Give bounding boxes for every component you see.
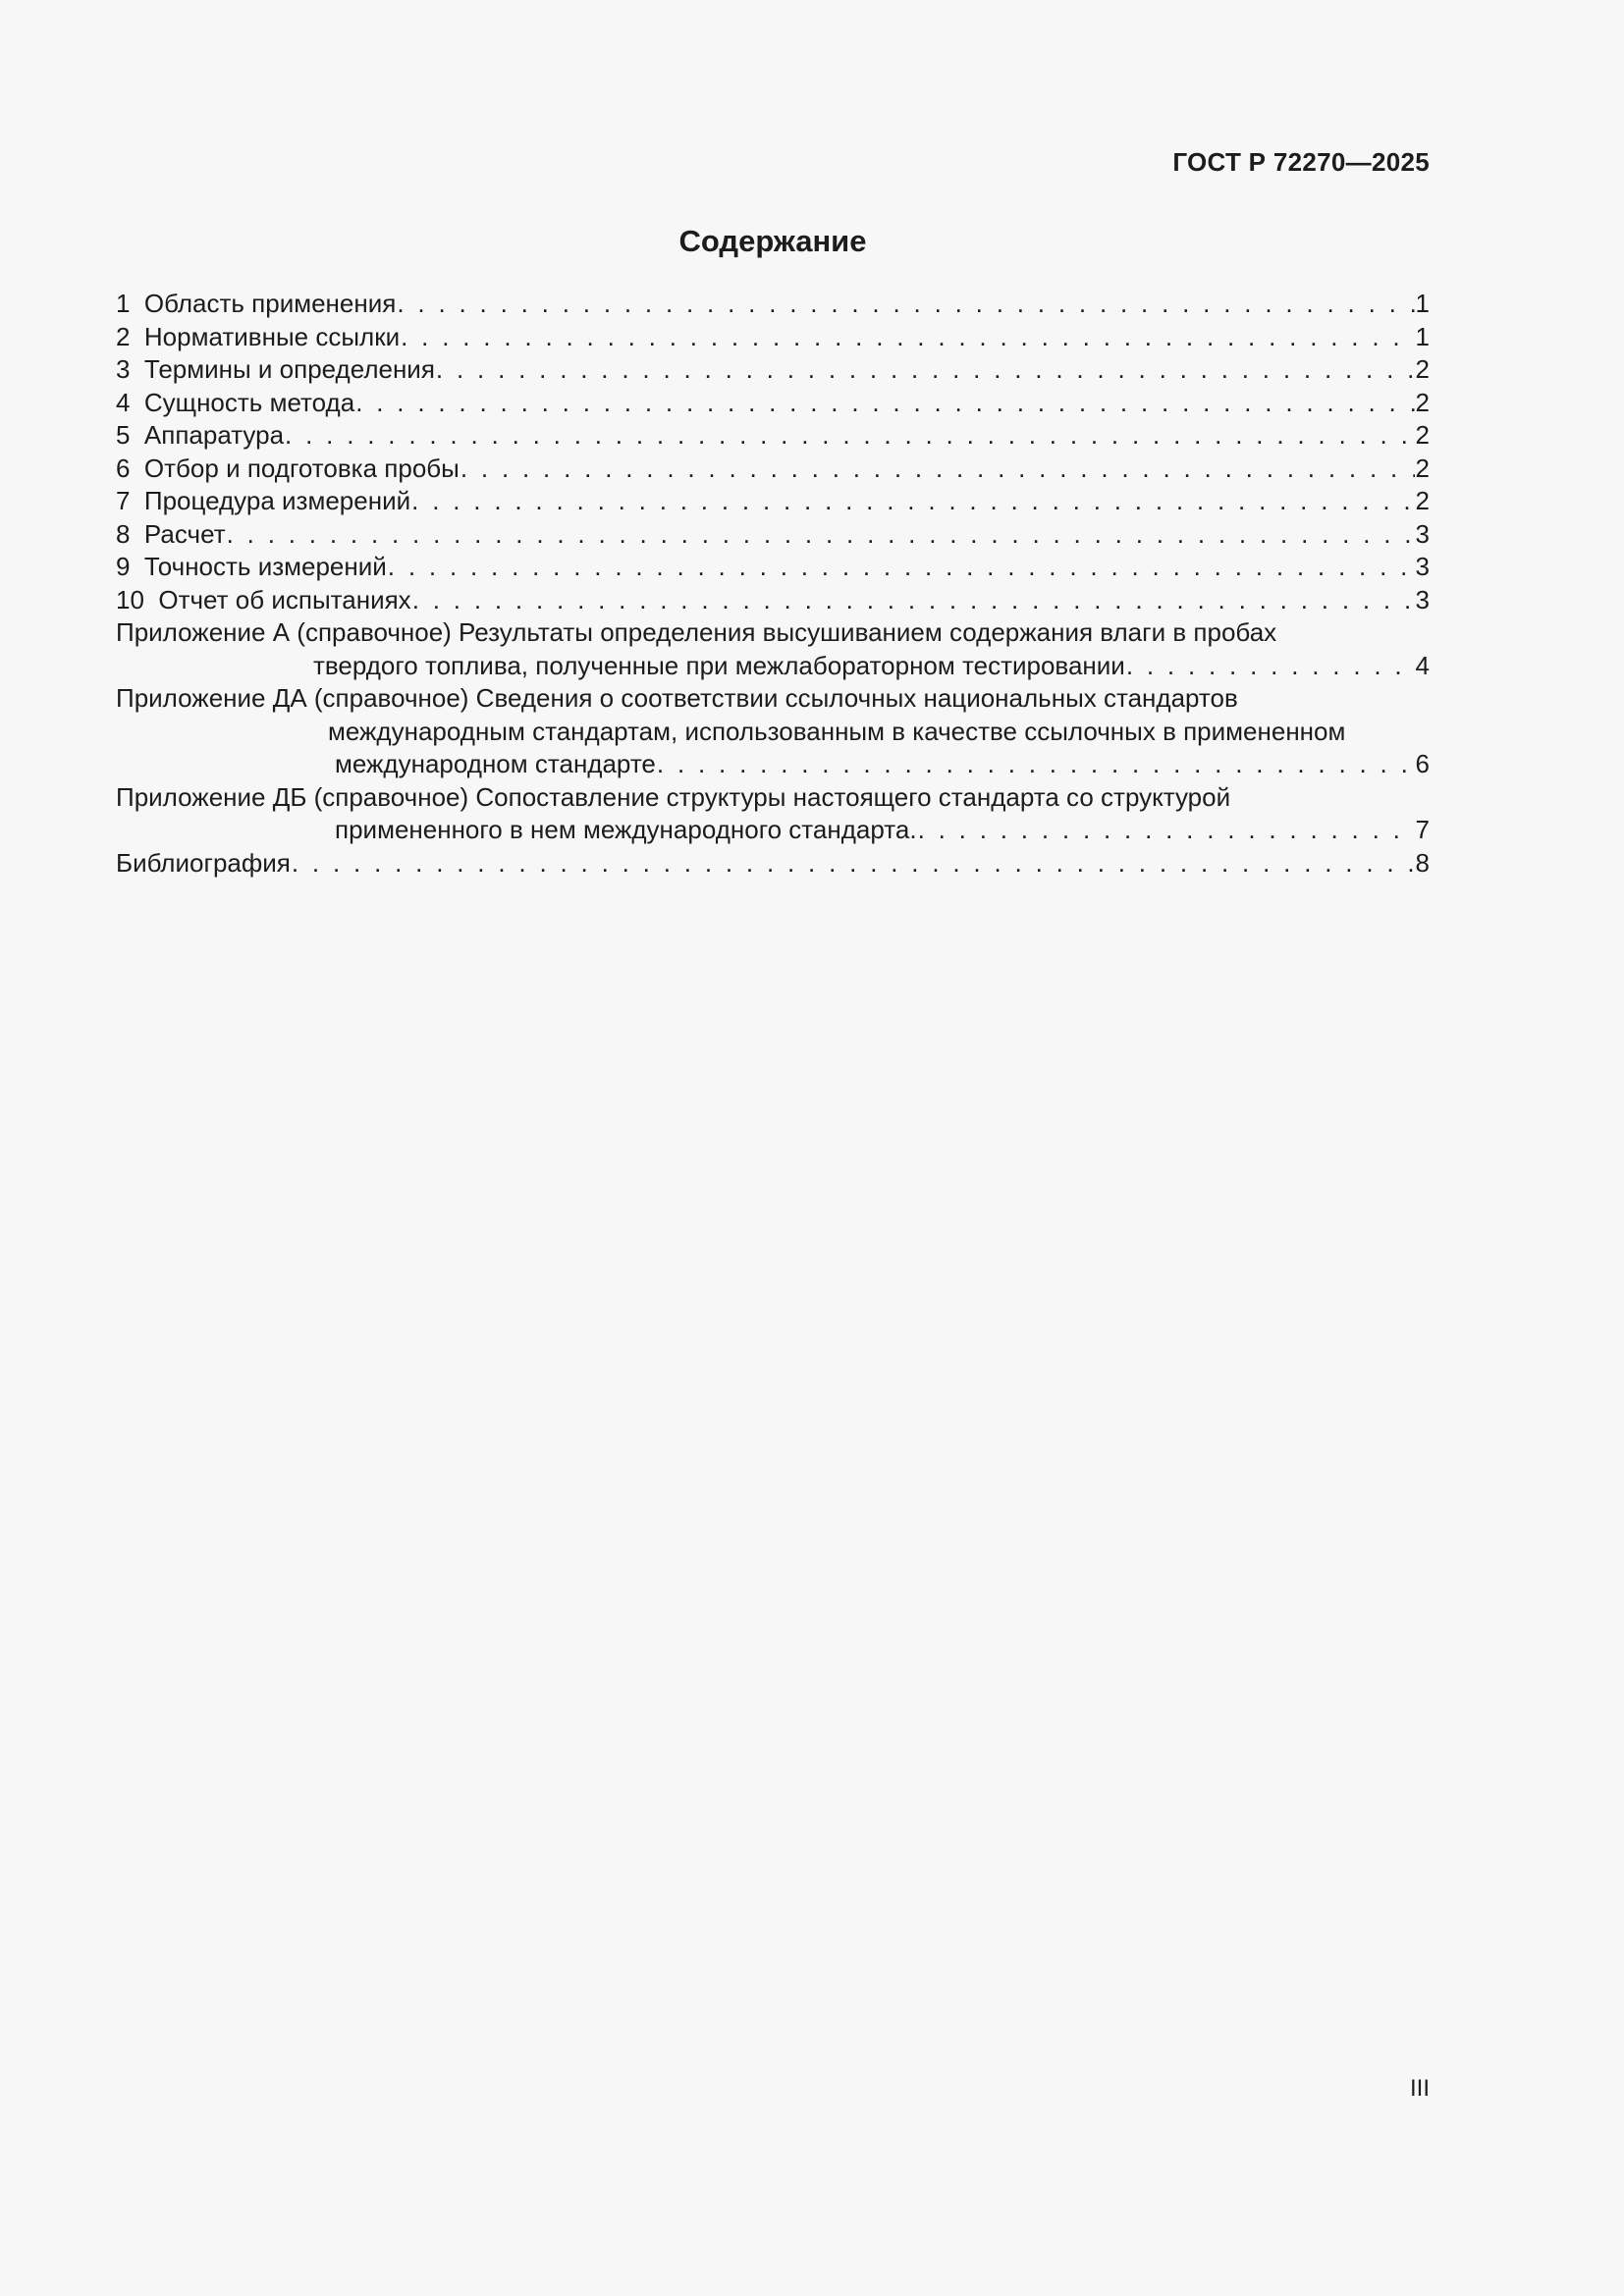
dot-leader [918, 814, 1415, 847]
toc-item-page: 8 [1415, 847, 1430, 878]
toc-item-label: 10 Отчет об испытаниях [116, 584, 411, 614]
toc-item-label-continued: международном стандарте [335, 749, 656, 778]
toc-item-label: 2 Нормативные ссылки [116, 321, 401, 351]
dot-leader [388, 551, 1415, 584]
toc-item-page: 3 [1415, 552, 1430, 581]
toc-item-precision[interactable] [116, 551, 1430, 584]
dot-leader [285, 419, 1414, 453]
toc-item-sampling[interactable] [116, 453, 1430, 486]
toc-item-appendix-a[interactable] [116, 616, 1430, 682]
dot-leader [355, 387, 1414, 420]
dot-leader [1126, 650, 1415, 683]
toc-item-page: 1 [1415, 289, 1430, 318]
toc-item-label: Приложение ДА (справочное) Сведения о соответствии ссылочных национальных стандартов [116, 683, 1238, 713]
toc-item-label-continued: твердого топлива, полученные при межлабораторном тестировании [313, 650, 1125, 680]
dot-leader [412, 584, 1415, 617]
dot-leader [401, 321, 1414, 354]
toc-item-label: 3 Термины и определения [116, 354, 435, 384]
toc-item-normative-references[interactable] [116, 321, 1430, 354]
toc-item-label: 8 Расчет [116, 518, 226, 549]
toc-item-appendix-db[interactable] [116, 781, 1430, 847]
page-title: Содержание [678, 224, 867, 258]
toc-item-label: Библиография [116, 847, 291, 878]
toc-item-calculation[interactable] [116, 518, 1430, 552]
toc-item-label: Приложение ДБ (справочное) Сопоставление структуры настоящего стандарта со структурой [116, 781, 1231, 812]
dot-leader [227, 518, 1415, 552]
toc-item-label: 7 Процедура измерений [116, 486, 411, 515]
dot-leader [436, 353, 1415, 387]
toc-item-page: 2 [1415, 354, 1430, 384]
toc-item-method-principle[interactable] [116, 387, 1430, 420]
toc-item-appendix-da[interactable] [116, 682, 1430, 781]
toc-item-page: 3 [1415, 518, 1430, 549]
dot-leader [411, 485, 1414, 518]
toc-item-page: 2 [1415, 420, 1430, 450]
toc-item-label-continued: примененного в нем международного стандарта. [335, 815, 917, 844]
toc-item-label: 1 Область применения [116, 289, 397, 318]
toc-item-label: 4 Сущность метода [116, 387, 355, 417]
dot-leader [292, 847, 1415, 881]
toc-item-apparatus[interactable] [116, 419, 1430, 453]
standard-number: ГОСТ Р 72270—2025 [1172, 147, 1430, 177]
toc-item-page: 2 [1415, 387, 1430, 417]
toc-item-page: 2 [1415, 486, 1430, 515]
toc-item-label: 9 Точность измерений [116, 552, 387, 581]
toc-item-procedure[interactable] [116, 485, 1430, 518]
toc-item-test-report[interactable] [116, 584, 1430, 617]
toc-item-label: 5 Аппаратура [116, 420, 285, 450]
toc-item-label: Приложение А (справочное) Результаты определения высушиванием содержания влаги в пробах [116, 617, 1277, 647]
toc-item-page: 7 [1415, 815, 1430, 844]
dot-leader [657, 748, 1415, 781]
toc-item-page: 6 [1415, 749, 1430, 778]
toc-item-page: 4 [1415, 650, 1430, 680]
toc-item-page: 3 [1415, 584, 1430, 614]
dot-leader [460, 453, 1415, 486]
dot-leader [397, 288, 1414, 321]
toc-item-scope[interactable] [116, 288, 1430, 321]
toc-item-label-continued: международным стандартам, использованным в качестве ссылочных в примененном [328, 716, 1346, 746]
toc-item-label: 6 Отбор и подготовка пробы [116, 453, 460, 483]
toc-item-terms[interactable] [116, 353, 1430, 387]
table-of-contents [116, 288, 1430, 880]
page-number: III [1409, 2075, 1430, 2102]
toc-item-page: 1 [1415, 321, 1430, 351]
toc-item-page: 2 [1415, 453, 1430, 483]
toc-item-bibliography[interactable] [116, 847, 1430, 881]
